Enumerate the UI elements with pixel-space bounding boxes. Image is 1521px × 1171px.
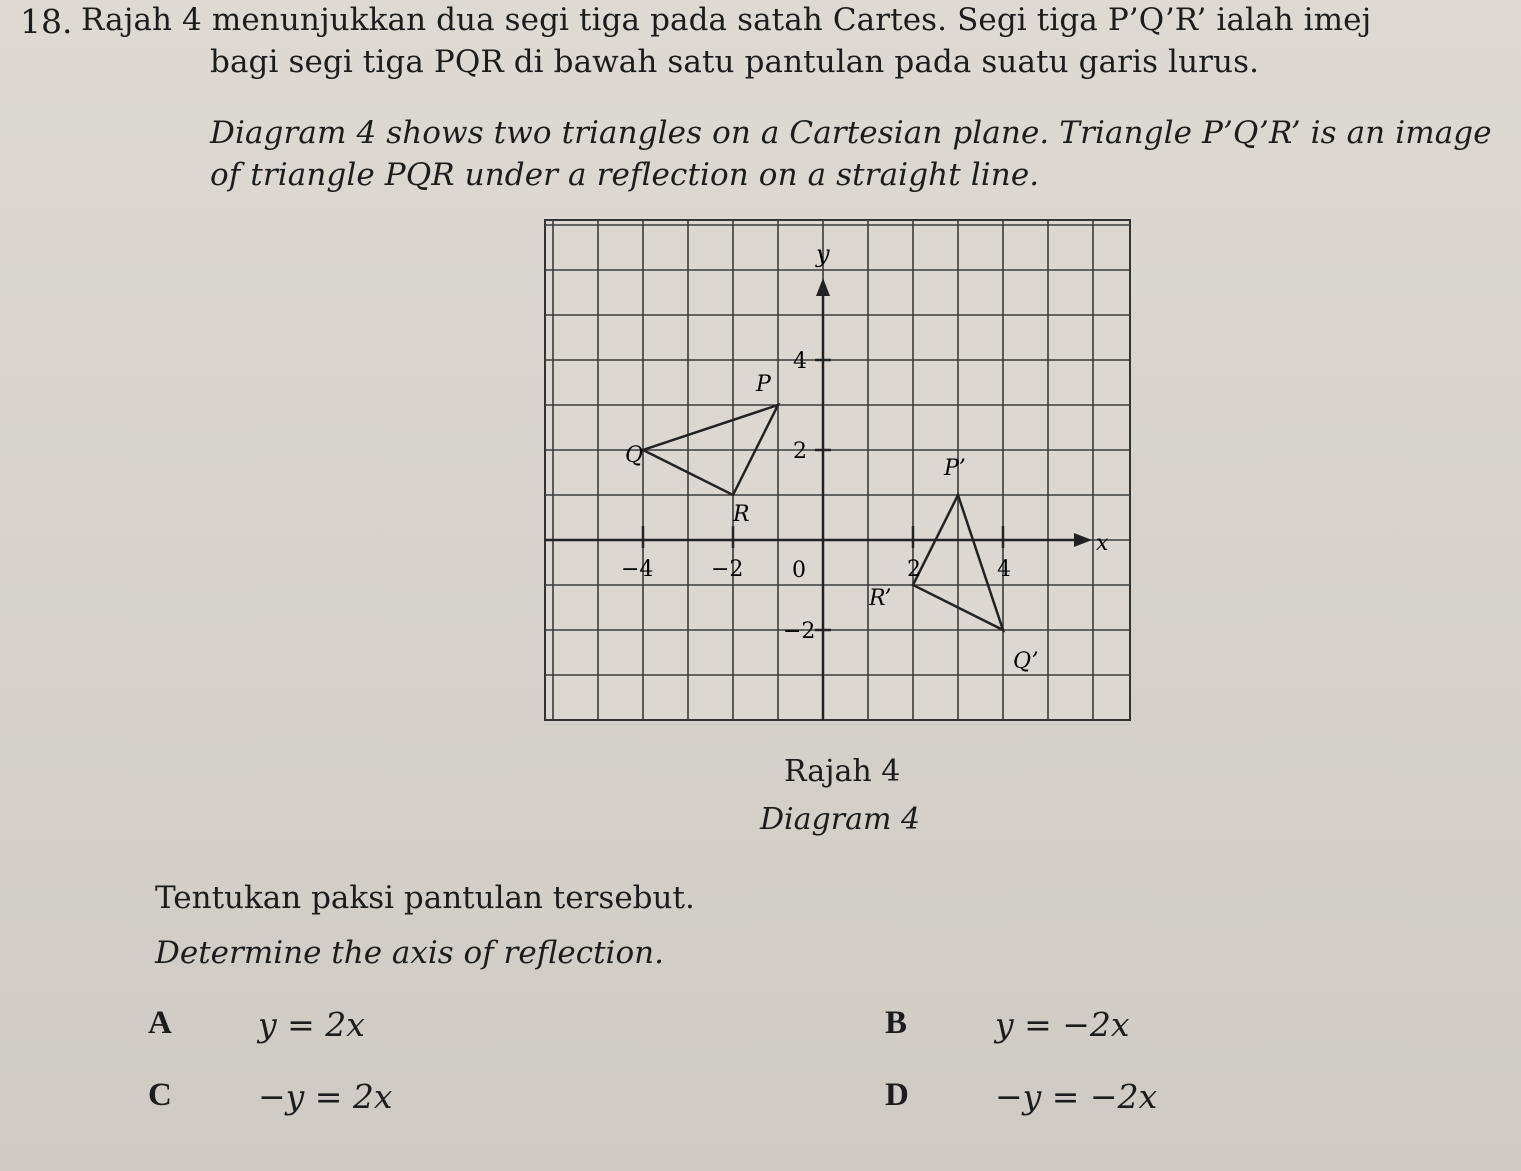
option-letter: C [148, 1077, 172, 1113]
x-axis-label: x [1096, 531, 1109, 556]
option-expression: y = 2x [258, 1005, 365, 1044]
diagram-caption-english: Diagram 4 [760, 802, 921, 837]
origin-label: 0 [792, 558, 806, 583]
point-label-r-prime: R’ [869, 586, 892, 611]
option-letter: D [885, 1077, 909, 1113]
grid-border [545, 220, 1130, 720]
point-label-q: Q [625, 443, 644, 468]
option-letter: B [885, 1005, 908, 1041]
prompt-english: Determine the axis of reflection. [155, 935, 664, 971]
x-tick-label: 4 [997, 557, 1011, 582]
x-tick-label: −2 [711, 557, 744, 582]
x-tick-label: −4 [621, 557, 654, 582]
point-label-p-prime: P’ [944, 456, 966, 481]
option-expression: −y = −2x [995, 1077, 1158, 1116]
question-text-english-line-2: of triangle PQR under a reflection on a straight line. [210, 157, 1040, 193]
question-text-malay-line-1: Rajah 4 menunjukkan dua segi tiga pada satah Cartes. Segi tiga P’Q’R’ ialah imej [81, 2, 1372, 38]
cartesian-diagram [530, 210, 1150, 730]
option-expression: y = −2x [995, 1005, 1130, 1044]
question-number: 18. [20, 2, 73, 41]
option-letter: A [148, 1005, 172, 1041]
y-tick-label: 4 [793, 349, 807, 374]
y-tick-label: 2 [793, 439, 807, 464]
question-text-english-line-1: Diagram 4 shows two triangles on a Cartesian plane. Triangle P’Q’R’ is an image [210, 115, 1492, 151]
question-text-malay-line-2: bagi segi tiga PQR di bawah satu pantulan pada suatu garis lurus. [210, 44, 1260, 80]
point-label-p: P [756, 372, 771, 397]
y-tick-label: −2 [783, 619, 816, 644]
y-axis-label: y [816, 240, 830, 268]
option-expression: −y = 2x [258, 1077, 393, 1116]
point-label-q-prime: Q’ [1013, 649, 1039, 674]
x-tick-label: 2 [907, 557, 921, 582]
diagram-caption-malay: Rajah 4 [784, 754, 901, 789]
point-label-r: R [733, 502, 750, 527]
prompt-malay: Tentukan paksi pantulan tersebut. [155, 880, 695, 916]
